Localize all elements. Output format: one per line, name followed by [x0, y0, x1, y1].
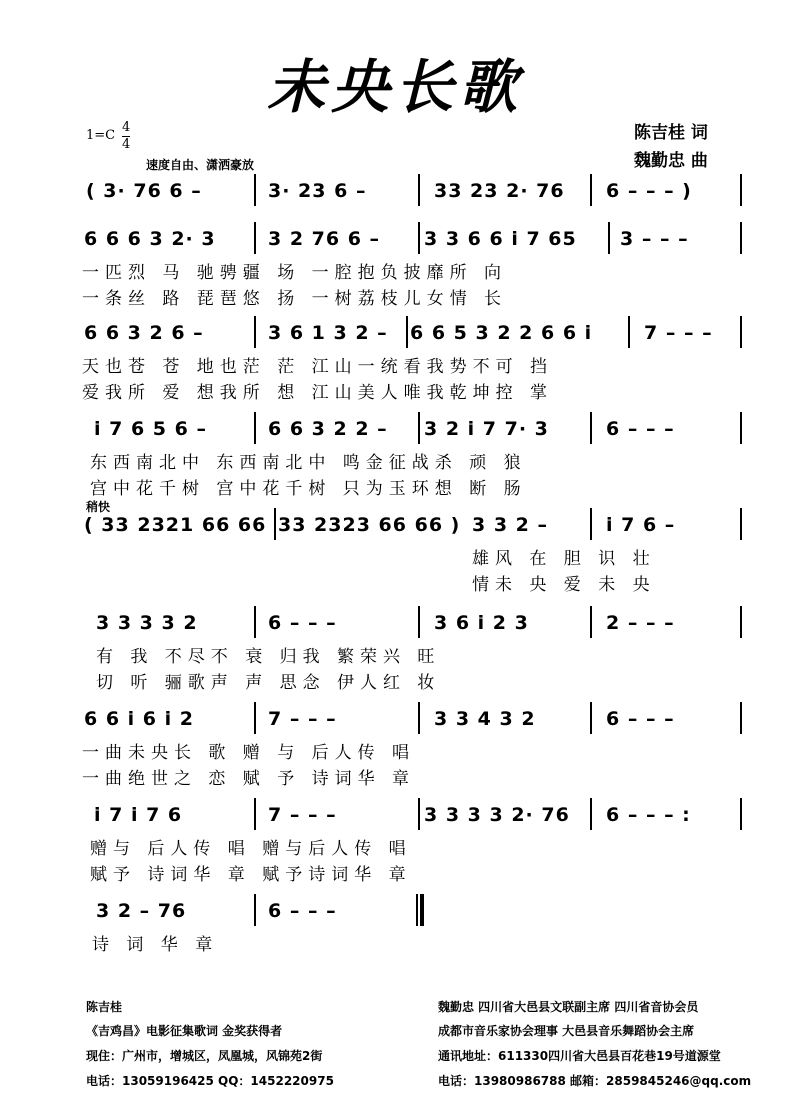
measure: i 7 6 5 6 –: [94, 418, 207, 440]
measure: 7 – – –: [644, 322, 713, 344]
lyrics-verse-2: 切 听 骊歌声 声 思念 伊人红 妆: [96, 673, 441, 693]
lyrics-verse-2: 赋予 诗词华 章 赋予诗词华 章: [90, 865, 412, 885]
composer-credit: 魏勤忠 曲: [634, 151, 708, 171]
measure: 6 6 5 3 2 2 6 6 i: [410, 322, 593, 344]
tempo-change-mark: 稍快: [86, 500, 111, 514]
measure: 6 – – –: [606, 708, 675, 730]
measure: 3 6 i 2 3: [434, 612, 529, 634]
score-line-2: [82, 222, 744, 256]
score-line-4: [82, 412, 744, 446]
measure: 7 – – –: [268, 708, 337, 730]
measure: 6 – – – :: [606, 804, 691, 826]
measure: 3 – – –: [620, 228, 689, 250]
measure: 6 – – –: [268, 900, 337, 922]
measure: 3 3 3 3 2: [96, 612, 198, 634]
tempo-marking: 速度自由、潇洒豪放: [146, 158, 255, 172]
measure: 3 3 2 –: [472, 514, 549, 536]
measure: 3 2 i 7 7· 3: [424, 418, 549, 440]
measure: 33 2323 66 66 ): [278, 514, 461, 536]
composer-name: 魏勤忠 四川省大邑县文联副主席 四川省音协会员: [438, 1000, 699, 1014]
measure: 3· 23 6 –: [268, 180, 367, 202]
time-signature: [122, 120, 130, 153]
lyrics-verse-1: 有 我 不尽不 衰 归我 繁荣兴 旺: [96, 647, 441, 667]
measure: i 7 i 7 6: [94, 804, 183, 826]
measure: 2 – – –: [606, 612, 675, 634]
time-numerator: 4: [122, 120, 131, 135]
score-line-8: [82, 798, 744, 832]
lyrics-verse-2: 一条丝 路 琵琶悠 扬 一树荔枝儿女情 长: [82, 289, 508, 309]
measure: 3 3 6 6 i 7 65: [424, 228, 577, 250]
lyricist-credit: 陈吉桂 词: [634, 123, 708, 143]
lyrics-verse-1: 东西南北中 东西南北中 鸣金征战杀 顽 狼: [90, 453, 527, 473]
measure: 6 – – –: [606, 418, 675, 440]
lyricist-phone: 电话：13059196425 QQ：1452220975: [86, 1074, 334, 1088]
measure: i 7 6 –: [606, 514, 676, 536]
measure: 3 2 – 76: [96, 900, 187, 922]
score-line-7: [82, 702, 744, 736]
key-signature: 1=C: [86, 128, 116, 143]
score-line-3: [82, 316, 744, 350]
song-title: 未央长歌: [266, 53, 523, 121]
composer-contact: 电话：13980986788 邮箱：2859845246@qq.com: [438, 1074, 752, 1088]
measure: 3 3 4 3 2: [434, 708, 536, 730]
score-line-9: [82, 894, 744, 928]
lyricist-award: 《吉鸡昌》电影征集歌词 金奖获得者: [86, 1024, 283, 1038]
lyrics-verse-2: 爱我所 爱 想我所 想 江山美人唯我乾坤控 掌: [82, 383, 554, 403]
measure: 3 2 76 6 –: [268, 228, 381, 250]
lyrics-verse-1: 赠与 后人传 唱 赠与后人传 唱: [90, 839, 412, 859]
measure: 6 6 6 3 2· 3: [84, 228, 216, 250]
measure: 33 23 2· 76: [434, 180, 565, 202]
measure: 3 6 1 3 2 –: [268, 322, 388, 344]
measure: 3 3 3 3 2· 76: [424, 804, 570, 826]
time-denominator: 4: [122, 137, 131, 152]
lyrics-verse-1: 雄风 在 胆 识 壮: [472, 549, 656, 569]
score-line-1: [82, 174, 744, 208]
lyricist-name: 陈吉桂: [86, 1000, 123, 1014]
measure: ( 3· 76 6 –: [86, 180, 202, 202]
lyrics-verse-2: 情未 央 爱 未 央: [472, 575, 656, 595]
composer-roles: 成都市音乐家协会理事 大邑县音乐舞蹈协会主席: [438, 1024, 695, 1038]
lyrics-verse-2: 宫中花千树 宫中花千树 只为玉环想 断 肠: [90, 479, 527, 499]
composer-address: 通讯地址：611330四川省大邑县百花巷19号道源堂: [438, 1049, 721, 1063]
measure: 6 6 i 6 i 2: [84, 708, 194, 730]
lyrics-verse-1: 一匹烈 马 驰骋疆 场 一腔抱负披靡所 向: [82, 263, 508, 283]
lyrics-verse-1: 天也苍 苍 地也茫 茫 江山一统看我势不可 挡: [82, 357, 554, 377]
measure: 6 – – – ): [606, 180, 692, 202]
measure: 6 6 3 2 2 –: [268, 418, 388, 440]
measure: 6 6 3 2 6 –: [84, 322, 204, 344]
lyricist-address: 现住：广州市，增城区，凤凰城，风锦苑2街: [86, 1049, 323, 1063]
score-line-6: [82, 606, 744, 640]
measure: 7 – – –: [268, 804, 337, 826]
lyrics-verse-2: 一曲绝世之 恋 赋 予 诗词华 章: [82, 769, 416, 789]
measure: 6 – – –: [268, 612, 337, 634]
score-line-5: [82, 508, 744, 542]
lyrics-verse-1: 诗 词 华 章: [92, 935, 219, 955]
measure: ( 33 2321 66 66: [84, 514, 267, 536]
lyrics-verse-1: 一曲未央长 歌 赠 与 后人传 唱: [82, 743, 416, 763]
